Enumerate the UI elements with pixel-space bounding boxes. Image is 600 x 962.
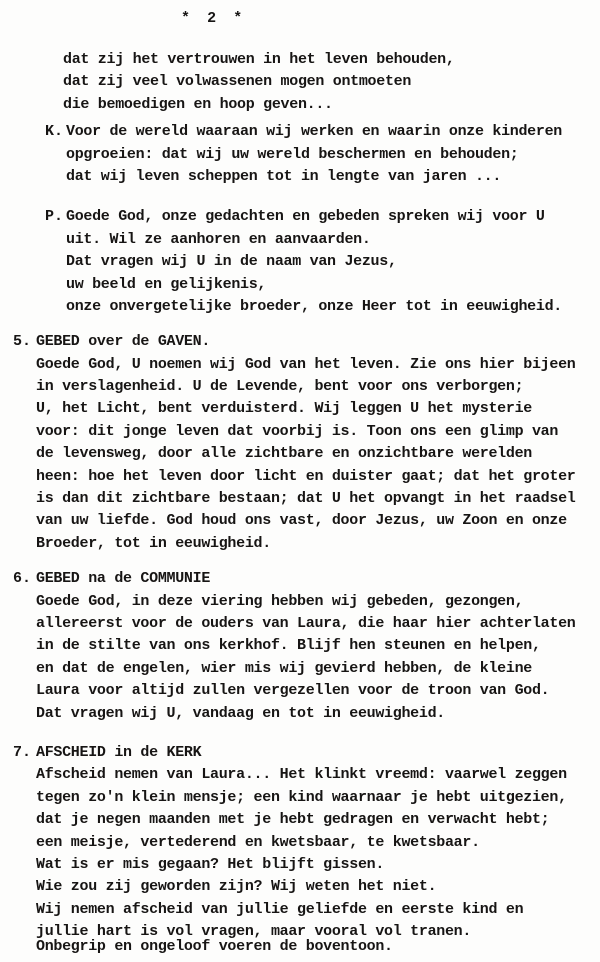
page-number: * 2 * [181, 10, 242, 27]
text-line: Goede God, in deze viering hebben wij gebeden, gezongen, [36, 592, 524, 610]
text-line: Onbegrip en ongeloof voeren de boventoon. [36, 938, 393, 956]
text-line: die bemoedigen en hoop geven... [63, 95, 333, 113]
text-line: voor: dit jonge leven dat voorbij is. Toon ons een glimp van [36, 422, 559, 440]
text-line: in de stilte van ons kerkhof. Blijf hen steunen en helpen, [36, 637, 541, 655]
text-line: Goede God, onze gedachten en gebeden spreken wij voor U [66, 208, 545, 226]
petition-k [0, 121, 600, 188]
text-line: een meisje, vertederend en kwetsbaar, te kwetsbaar. [36, 833, 480, 851]
section-title: GEBED over de GAVEN. [36, 333, 211, 351]
text-line: Goede God, U noemen wij God van het leven. Zie ons hier bijeen [36, 355, 576, 373]
section-afscheid-in-de-kerk [0, 742, 600, 959]
text-line: uit. Wil ze aanhoren en aanvaarden. [66, 230, 371, 248]
text-line: dat zij het vertrouwen in het leven behouden, [63, 51, 455, 68]
text-line: opgroeien: dat wij uw wereld beschermen en behouden; [66, 145, 519, 163]
section-title: AFSCHEID in de KERK [36, 743, 202, 761]
text-line: en dat de engelen, wier mis wij gevierd hebben, de kleine [36, 659, 532, 677]
scanned-document-page [0, 8, 600, 962]
petition-label-p: P. [45, 208, 64, 226]
section-gebed-over-de-gaven [0, 331, 600, 555]
text-line: Afscheid nemen van Laura... Het klinkt vreemd: vaarwel zeggen [36, 766, 567, 784]
section-number: 7. [13, 743, 32, 761]
section-title: GEBED na de COMMUNIE [36, 570, 211, 588]
petition-label-k: K. [45, 123, 64, 141]
text-line: onze onvergetelijke broeder, onze Heer tot in eeuwigheid. [66, 297, 562, 315]
petition-p [0, 206, 600, 318]
text-line: Dat vragen wij U in de naam van Jezus, [66, 253, 397, 271]
text-line: in verslagenheid. U de Levende, bent voor ons verborgen; [36, 378, 524, 396]
text-line: van uw liefde. God houd ons vast, door Jezus, uw Zoon en onze [36, 512, 567, 530]
text-line: dat je negen maanden met je hebt gedragen en verwacht hebt; [36, 811, 550, 829]
section-gebed-na-de-communie [0, 568, 600, 725]
section-number: 5. [13, 333, 32, 351]
text-line: Broeder, tot in eeuwigheid. [36, 534, 271, 552]
text-line: Laura voor altijd zullen vergezellen voor de troon van God. [36, 682, 550, 700]
text-line: dat zij veel volwassenen mogen ontmoeten [63, 73, 412, 91]
text-line: Wie zou zij geworden zijn? Wij weten het niet. [36, 878, 437, 896]
text-line: de levensweg, door alle zichtbare en onzichtbare werelden [36, 445, 532, 463]
paragraph-continuation [63, 49, 600, 116]
text-line: jullie hart is vol vragen, maar vooral vol tranen. [36, 923, 472, 941]
text-line: Dat vragen wij U, vandaag en tot in eeuwigheid. [36, 704, 445, 722]
text-line: Wij nemen afscheid van jullie geliefde en eerste kind en [36, 900, 524, 918]
text-line: dat wij leven scheppen tot in lengte van jaren ... [66, 167, 502, 185]
text-line: uw beeld en gelijkenis, [66, 275, 267, 293]
text-line: allereerst voor de ouders van Laura, die haar hier achterlaten [36, 614, 576, 632]
section-number: 6. [13, 570, 32, 588]
text-line: Voor de wereld waaraan wij werken en waarin onze kinderen [66, 123, 562, 141]
text-line: U, het Licht, bent verduisterd. Wij leggen U het mysterie [36, 400, 532, 418]
text-line: is dan dit zichtbare bestaan; dat U het opvangt in het raadsel [36, 490, 576, 508]
text-line: Wat is er mis gegaan? Het blijft gissen. [36, 855, 385, 873]
text-line: tegen zo'n klein mensje; een kind waarnaar je hebt uitgezien, [36, 788, 567, 806]
text-line: heen: hoe het leven door licht en duister gaat; dat het groter [36, 467, 576, 485]
